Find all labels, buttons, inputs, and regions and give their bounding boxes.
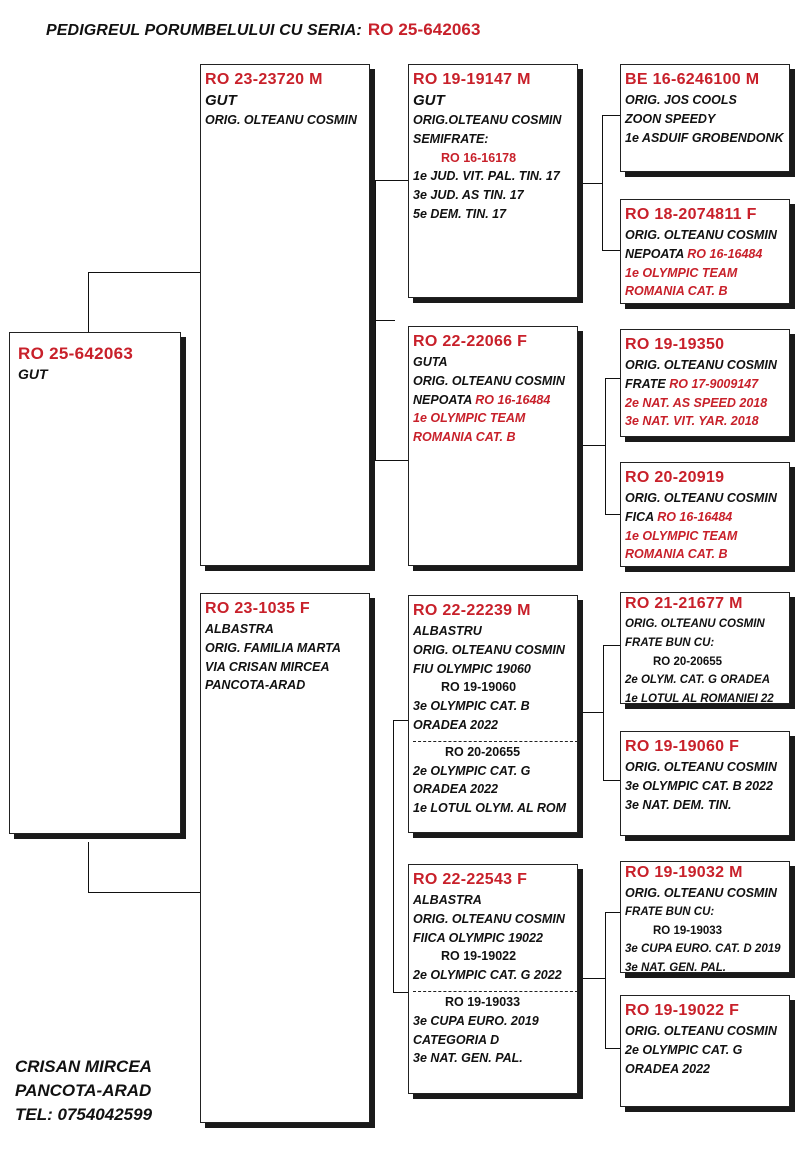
mmf-ref: RO 19-19033 [653,924,723,937]
ff-card [408,64,578,298]
fm-card [408,326,578,566]
mother-line: ALBASTRA [205,622,274,636]
ff-id: RO 19-19147 M [413,71,531,88]
mf-ref: RO 20-20655 [445,744,521,759]
mf-line: 2e OLYMPIC CAT. G [413,763,531,778]
fm-line: ORIG. OLTEANU COSMIN [413,373,565,388]
mff-id: RO 21-21677 M [625,595,743,612]
mm-divider [413,991,578,992]
breeder-contact [15,1055,152,1127]
father-origin: ORIG. OLTEANU COSMIN [205,113,357,127]
connector-main-father [88,272,89,332]
title-label: PEDIGREUL PORUMBELULUI CU SERIA: [46,22,362,39]
connector-mm-b [605,1048,620,1049]
ff-line: 5e DEM. TIN. 17 [413,206,507,221]
father-id: RO 23-23720 M [205,71,323,88]
ff-halfsib: RO 16-16178 [441,150,517,165]
fff-line: ORIG. JOS COOLS [625,93,737,107]
fmm-fica-prefix: FICA [625,509,654,524]
fmf-award: 3e NAT. VIT. YAR. 2018 [625,414,759,429]
fmm-fica [625,508,785,527]
fmf-id: RO 19-19350 [625,336,725,353]
ffm-id: RO 18-2074811 F [625,206,757,223]
fff-line: 1e ASDUIF GROBENDONK [625,130,784,145]
mf-line: 3e OLYMPIC CAT. B [413,699,530,714]
mm-ref: RO 19-19033 [445,994,521,1009]
pedigree-title [46,20,481,40]
connector-mm-split [605,912,606,1048]
connector-mother-mf [393,720,408,721]
mf-line: ORADEA 2022 [413,717,498,732]
fmm-award: ROMANIA CAT. B [625,547,728,562]
fmf-frate-prefix: FRATE [625,376,666,391]
mfm-card [620,731,790,836]
fm-award: 1e OLYMPIC TEAM [413,411,526,426]
connector-ff-b [602,250,620,251]
mf-line: ORADEA 2022 [413,782,498,797]
mf-divider [413,741,578,742]
fmm-line: ORIG. OLTEANU COSMIN [625,491,777,505]
mm-card [408,864,578,1094]
mfm-line: ORIG. OLTEANU COSMIN [625,760,777,774]
mmf-line: 3e NAT. GEN. PAL. [625,962,726,973]
mmm-id: RO 19-19022 F [625,1002,740,1019]
connector-main-mother [88,842,89,892]
connector-fm-h [583,445,605,446]
mmf-card [620,861,790,973]
ff-line: 1e JUD. VIT. PAL. TIN. 17 [413,169,560,184]
connector-father-ff [375,180,408,181]
ffm-nep-prefix: NEPOATA [625,246,684,261]
mother-card [200,593,370,1123]
mother-line: ORIG. FAMILIA MARTA [205,640,341,655]
mother-line: PANCOTA-ARAD [205,678,306,693]
ffm-nep [625,245,785,264]
fmm-award: 1e OLYMPIC TEAM [625,528,738,543]
connector-mm-a [605,912,620,913]
mmf-line: ORIG. OLTEANU COSMIN [625,886,777,900]
connector-fm-split [605,378,606,514]
fmm-fica-ref: RO 16-16484 [657,509,733,524]
mmm-line: ORIG. OLTEANU COSMIN [625,1024,777,1038]
ffm-nep-ref: RO 16-16484 [687,246,763,261]
father-card [200,64,370,566]
fm-nep [413,391,573,410]
mother-id: RO 23-1035 F [205,600,310,617]
connector-fm-a [605,378,620,379]
fmf-award: 2e NAT. AS SPEED 2018 [625,395,768,410]
connector-mother-mm [393,992,408,993]
connector-father-h [375,320,395,321]
fm-line: GUTA [413,355,448,369]
mfm-line: 3e NAT. DEM. TIN. [625,797,732,812]
mm-line: 3e NAT. GEN. PAL. [413,1051,523,1066]
connector-ff-a [602,115,620,116]
ffm-award: 1e OLYMPIC TEAM [625,265,738,280]
mm-line: CATEGORIA D [413,1032,500,1047]
mmf-id: RO 19-19032 M [625,864,743,881]
mf-line: FIU OLYMPIC 19060 [413,661,531,676]
ff-color: GUT [413,92,445,109]
main-pigeon-color: GUT [18,366,48,382]
mm-line: FIICA OLYMPIC 19022 [413,930,543,945]
mm-ref: RO 19-19022 [441,949,517,964]
mff-ref: RO 20-20655 [653,655,723,668]
ffm-line: ORIG. OLTEANU COSMIN [625,228,777,242]
mm-line: ALBASTRA [413,893,482,907]
ffm-card [620,199,790,304]
mm-id: RO 22-22543 F [413,871,528,888]
fm-nep-prefix: NEPOATA [413,392,472,407]
connector-father-fm [375,460,408,461]
mmf-line: FRATE BUN CU: [625,905,715,918]
fm-nep-ref: RO 16-16484 [475,392,551,407]
title-serial: RO 25-642063 [367,20,481,39]
mm-line: 2e OLYMPIC CAT. G 2022 [413,968,562,983]
connector-ff-split [602,115,603,250]
mmm-card [620,995,790,1107]
mf-id: RO 22-22239 M [413,602,531,619]
ffm-award: ROMANIA CAT. B [625,284,728,299]
mf-line: ORIG. OLTEANU COSMIN [413,642,565,657]
connector-ff-h [583,183,602,184]
main-pigeon-id: RO 25-642063 [18,344,134,363]
breeder-name: CRISAN MIRCEA [15,1057,152,1076]
mf-card [408,595,578,833]
mff-line: 2e OLYM. CAT. G ORADEA [625,674,771,687]
mfm-id: RO 19-19060 F [625,738,740,755]
connector-mf-b [603,780,620,781]
ff-line: 3e JUD. AS TIN. 17 [413,188,524,203]
connector-mf-a [603,645,620,646]
fmm-id: RO 20-20919 [625,469,725,486]
ff-line: ORIG.OLTEANU COSMIN [413,113,562,127]
mm-line: ORIG. OLTEANU COSMIN [413,911,565,926]
mmm-line: 2e OLYMPIC CAT. G [625,1042,743,1057]
mf-ref: RO 19-19060 [441,680,517,695]
mmm-line: ORADEA 2022 [625,1061,710,1076]
breeder-location: PANCOTA-ARAD [15,1081,152,1100]
connector-fm-b [605,514,620,515]
connector-main-mother-h [88,892,200,893]
mf-line: 1e LOTUL OLYM. AL ROM [413,801,567,816]
fm-award: ROMANIA CAT. B [413,430,516,445]
fff-card [620,64,790,172]
fmf-card [620,329,790,437]
fmf-frate [625,375,785,394]
fmm-card [620,462,790,567]
mff-line: 1e LOTUL AL ROMANIEI 22 [625,693,774,704]
father-color: GUT [205,92,237,109]
connector-mf-h [583,712,603,713]
fff-line: ZOON SPEEDY [625,111,716,126]
ff-line: SEMIFRATE: [413,131,489,146]
mmf-line: 3e CUPA EURO. CAT. D 2019 [625,943,781,956]
fm-id: RO 22-22066 F [413,333,528,350]
breeder-phone: TEL: 0754042599 [15,1105,153,1124]
connector-mm-h [583,978,605,979]
mother-line: VIA CRISAN MIRCEA [205,659,330,674]
connector-mother-split [393,720,394,992]
mf-line: ALBASTRU [413,624,482,638]
mff-line: FRATE BUN CU: [625,636,715,649]
connector-mf-split [603,645,604,780]
fmf-frate-ref: RO 17-9009147 [669,376,759,391]
mfm-line: 3e OLYMPIC CAT. B 2022 [625,778,773,793]
mff-card [620,592,790,704]
connector-main-father-h [88,272,200,273]
mff-line: ORIG. OLTEANU COSMIN [625,618,765,630]
mm-line: 3e CUPA EURO. 2019 [413,1013,539,1028]
main-pigeon-card [9,332,181,834]
fff-id: BE 16-6246100 M [625,71,760,88]
fmf-line: ORIG. OLTEANU COSMIN [625,358,777,372]
